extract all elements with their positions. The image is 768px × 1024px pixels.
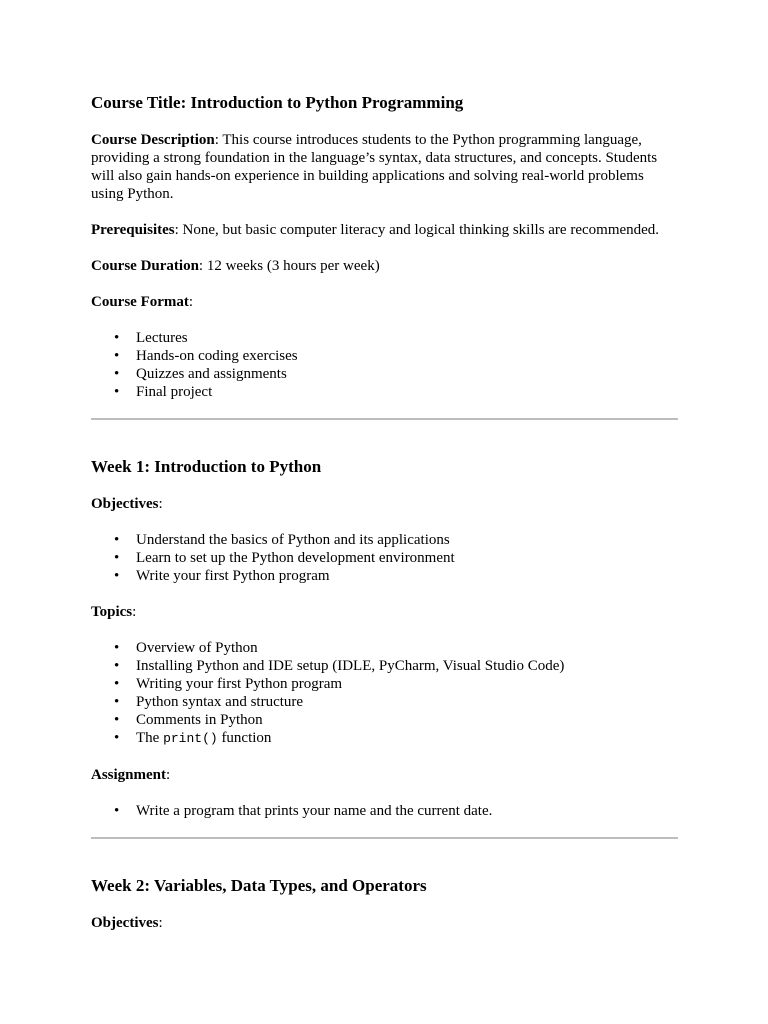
week2-title: Week 2: Variables, Data Types, and Operators	[91, 876, 427, 895]
list-item: • Final project	[136, 383, 678, 401]
document-page	[91, 92, 678, 932]
assignment-label: Assignment	[91, 767, 167, 783]
list-item	[136, 729, 678, 748]
duration-text: : 12 weeks (3 hours per week)	[198, 258, 380, 274]
objectives-label: Objectives	[91, 496, 159, 512]
format-label: Course Format	[91, 294, 189, 310]
list-item: • Python syntax and structure	[136, 693, 678, 711]
topic-prefix: The	[136, 730, 164, 746]
course-title: Course Title: Introduction to Python Programming	[91, 93, 464, 112]
colon: :	[132, 604, 137, 620]
list-item: • Write your first Python program	[136, 567, 678, 585]
list-item: • Learn to set up the Python development environment	[136, 549, 678, 567]
list-item: • Writing your first Python program	[136, 675, 678, 693]
week1-topics-list	[91, 639, 678, 748]
list-item: • Write a program that prints your name and the current date.	[136, 802, 678, 820]
week1-topics-heading	[91, 603, 678, 621]
prerequisites-text: : None, but basic computer literacy and logical thinking skills are recommended.	[174, 222, 660, 238]
prerequisites-label: Prerequisites	[91, 222, 175, 238]
course-format-list	[91, 329, 678, 401]
list-item: • Hands-on coding exercises	[136, 347, 678, 365]
course-format	[91, 293, 678, 311]
week1-objectives-heading	[91, 495, 678, 513]
print-function-code: print()	[163, 731, 218, 746]
list-item: • Comments in Python	[136, 711, 678, 729]
week1-assignment-list	[91, 802, 678, 820]
week1-objectives-list	[91, 531, 678, 585]
colon: :	[166, 767, 171, 783]
list-item: • Understand the basics of Python and its applications	[136, 531, 678, 549]
duration-label: Course Duration	[91, 258, 199, 274]
list-item: • Lectures	[136, 329, 678, 347]
list-item: • Installing Python and IDE setup (IDLE, PyCharm, Visual Studio Code)	[136, 657, 678, 675]
week2-objectives-heading	[91, 914, 678, 932]
week1-assignment-heading	[91, 766, 678, 784]
format-colon: :	[188, 294, 194, 310]
colon: :	[158, 915, 163, 931]
objectives-label: Objectives	[91, 915, 159, 931]
course-duration	[91, 257, 678, 275]
list-item: • Overview of Python	[136, 639, 678, 657]
course-description-text: : This course introduces students to the Python programming language, providing a strong foundation in the language’s syntax, data structures, and concepts. Students will also gain hands-on experience in building applications and solving real-world problems using Python.	[91, 132, 658, 202]
list-item: • Quizzes and assignments	[136, 365, 678, 383]
topic-suffix: function	[217, 730, 272, 746]
colon: :	[158, 496, 163, 512]
topics-label: Topics	[91, 604, 133, 620]
course-description-label: Course Description	[91, 132, 215, 148]
week1-title: Week 1: Introduction to Python	[91, 457, 322, 476]
course-description	[91, 131, 678, 203]
course-prerequisites	[91, 221, 678, 239]
